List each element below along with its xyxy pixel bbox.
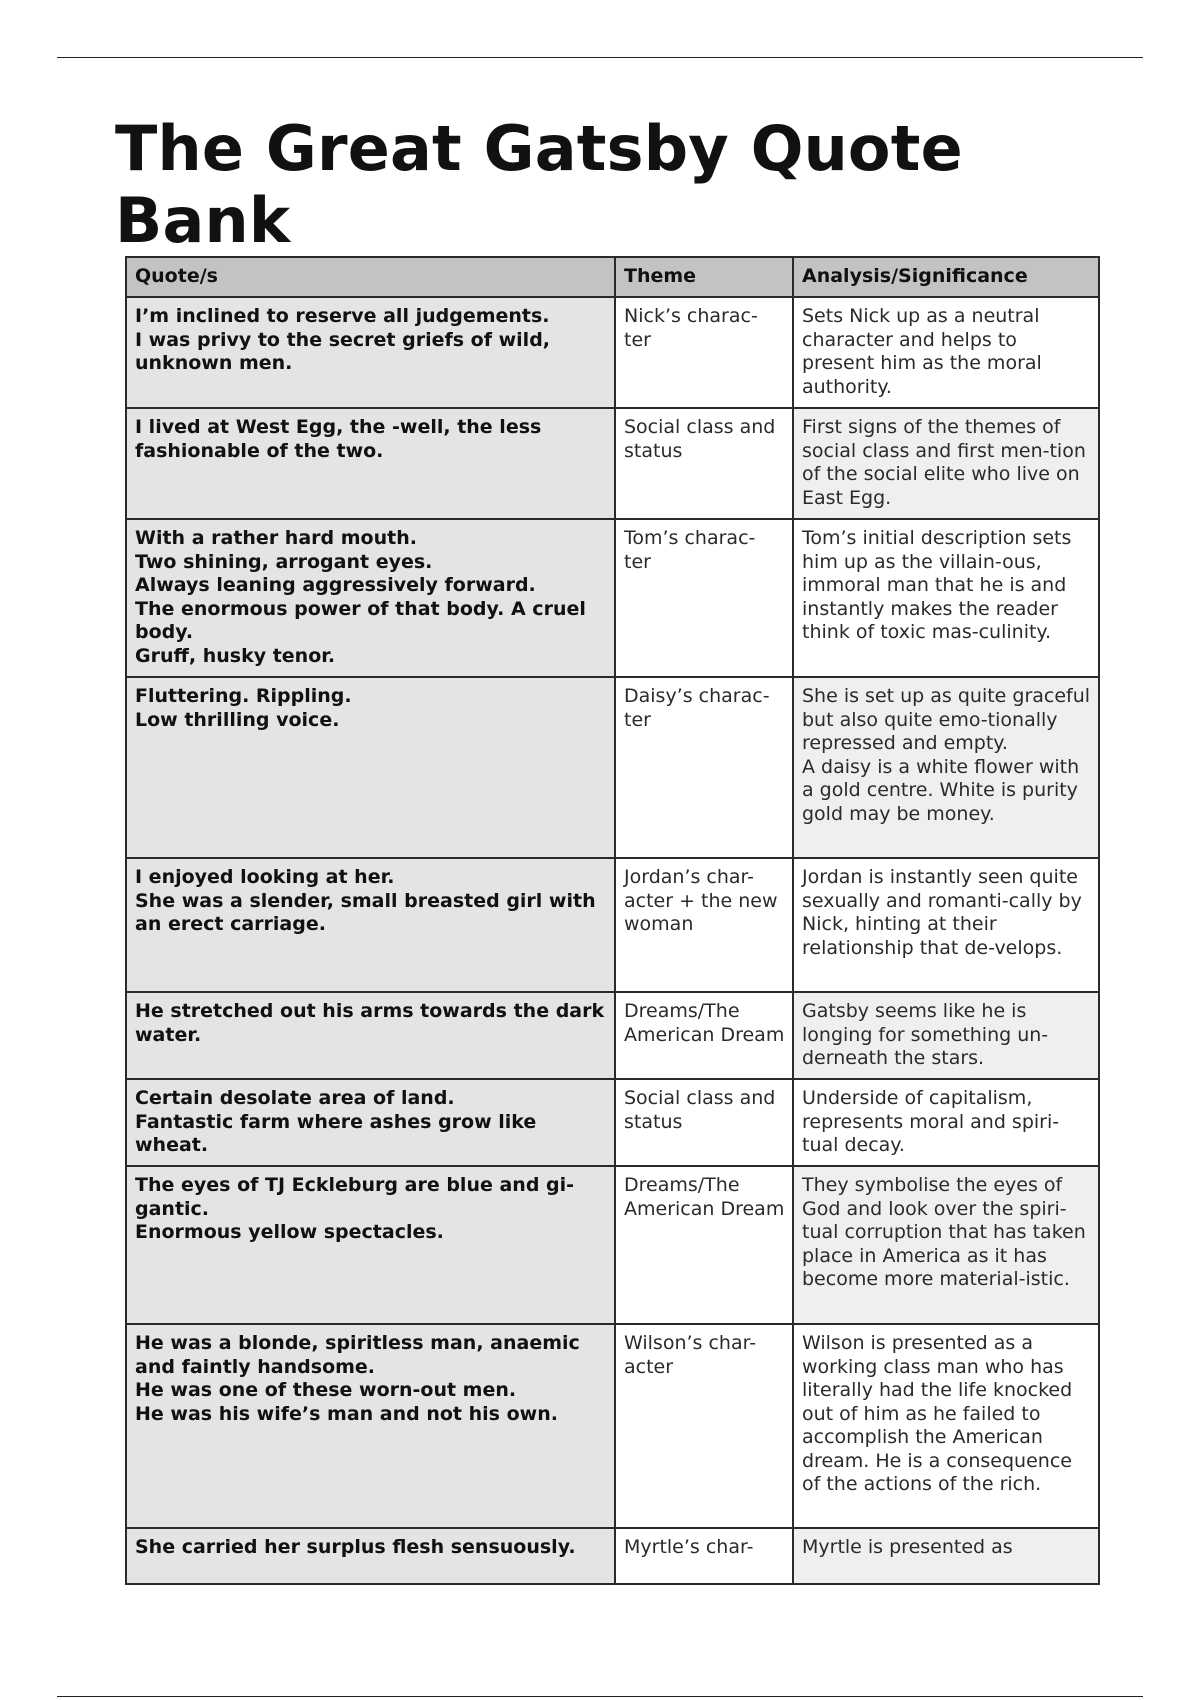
theme-cell: Dreams/The American Dream [615, 1166, 793, 1324]
quote-cell: He stretched out his arms towards the dark water. [126, 992, 615, 1079]
analysis-cell: First signs of the themes of social class and first men-tion of the social elite who live on East Egg. [793, 408, 1099, 519]
theme-cell: Myrtle’s char- [615, 1528, 793, 1584]
header-analysis: Analysis/Significance [793, 257, 1099, 297]
quote-cell: I lived at West Egg, the -well, the less fashionable of the two. [126, 408, 615, 519]
table-row [126, 519, 1099, 677]
analysis-cell: She is set up as quite graceful but also quite emo-tionally repressed and empty. A daisy is a white flower with a gold centre. White is purity gold may be money. [793, 677, 1099, 858]
top-rule [57, 57, 1143, 58]
quote-cell: Fluttering. Rippling. Low thrilling voice. [126, 677, 615, 858]
quote-cell: I’m inclined to reserve all judgements. I was privy to the secret griefs of wild, unknown men. [126, 297, 615, 408]
quote-cell: She carried her surplus flesh sensuously. [126, 1528, 615, 1584]
theme-cell: Social class and status [615, 1079, 793, 1166]
table-row [126, 408, 1099, 519]
analysis-cell: Underside of capitalism, represents moral and spiri-tual decay. [793, 1079, 1099, 1166]
analysis-cell: Sets Nick up as a neutral character and helps to present him as the moral authority. [793, 297, 1099, 408]
table-row [126, 1079, 1099, 1166]
analysis-cell: Jordan is instantly seen quite sexually and romanti-cally by Nick, hinting at their relationship that de-velops. [793, 858, 1099, 992]
analysis-cell: Wilson is presented as a working class man who has literally had the life knocked out of him as he failed to accomplish the American dream. He is a consequence of the actions of the rich. [793, 1324, 1099, 1528]
table-row [126, 858, 1099, 992]
page-title: The Great Gatsby Quote Bank [115, 112, 963, 257]
table-row [126, 1528, 1099, 1584]
quote-cell: He was a blonde, spiritless man, anaemic and faintly handsome. He was one of these worn-out men. He was his wife’s man and not his own. [126, 1324, 615, 1528]
analysis-cell: Myrtle is presented as [793, 1528, 1099, 1584]
bottom-rule [57, 1696, 1143, 1697]
theme-cell: Dreams/The American Dream [615, 992, 793, 1079]
table-row [126, 992, 1099, 1079]
table-row [126, 677, 1099, 858]
quote-cell: With a rather hard mouth. Two shining, arrogant eyes. Always leaning aggressively forward. The enormous power of that body. A cruel body. Gruff, husky tenor. [126, 519, 615, 677]
quote-bank-table [125, 256, 1100, 1585]
table-row [126, 1166, 1099, 1324]
header-row [126, 257, 1099, 297]
analysis-cell: They symbolise the eyes of God and look over the spiri-tual corruption that has taken place in America as it has become more material-istic. [793, 1166, 1099, 1324]
theme-cell: Wilson’s char- acter [615, 1324, 793, 1528]
analysis-cell: Gatsby seems like he is longing for something un-derneath the stars. [793, 992, 1099, 1079]
table-row [126, 1324, 1099, 1528]
theme-cell: Jordan’s char- acter + the new woman [615, 858, 793, 992]
quote-cell: Certain desolate area of land. Fantastic farm where ashes grow like wheat. [126, 1079, 615, 1166]
quote-cell: I enjoyed looking at her. She was a slender, small breasted girl with an erect carriage. [126, 858, 615, 992]
theme-cell: Daisy’s charac- ter [615, 677, 793, 858]
theme-cell: Tom’s charac- ter [615, 519, 793, 677]
quote-cell: The eyes of TJ Eckleburg are blue and gi-gantic. Enormous yellow spectacles. [126, 1166, 615, 1324]
header-quotes: Quote/s [126, 257, 615, 297]
theme-cell: Nick’s charac- ter [615, 297, 793, 408]
theme-cell: Social class and status [615, 408, 793, 519]
analysis-cell: Tom’s initial description sets him up as the villain-ous, immoral man that he is and instantly makes the reader think of toxic mas-culinity. [793, 519, 1099, 677]
table-row [126, 297, 1099, 408]
header-theme: Theme [615, 257, 793, 297]
